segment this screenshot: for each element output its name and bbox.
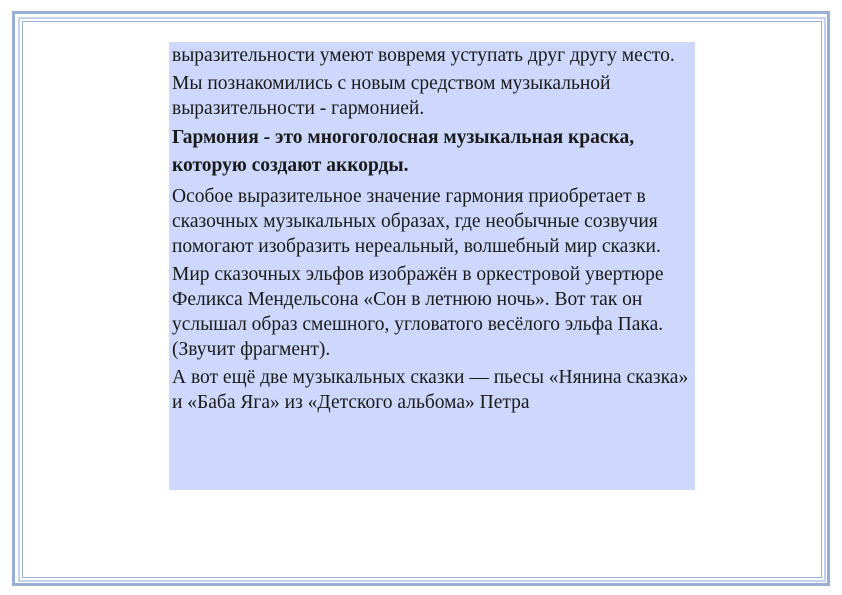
paragraph-5: Мир сказочных эльфов изображён в оркестровой увертюре Феликса Мендельсона «Сон в летнюю ночь». Вот так он услышал образ смешного, угловатого весёлого эльфа Пака. (Звучит фрагмент). [172,264,664,360]
paragraph-4: Особое выразительное значение гармония приобретает в сказочных музыкальных образах, где необычные созвучия помогают изобразить нереальный, волшебный мир сказки. [172,186,661,257]
harmony-definition: Гармония - это многоголосная музыкальная краска, которую создают аккорды. [172,127,635,176]
paragraph-6: А вот ещё две музыкальных сказки — пьесы «Нянина сказка» и «Баба Яга» из «Детского альбома» Петра [172,367,689,413]
text-box [169,42,695,490]
paragraph-1: выразительности умеют вовремя уступать друг другу место. [172,45,675,66]
paragraph-2: Мы познакомились с новым средством музыкальной выразительности - гармонией. [172,73,611,119]
